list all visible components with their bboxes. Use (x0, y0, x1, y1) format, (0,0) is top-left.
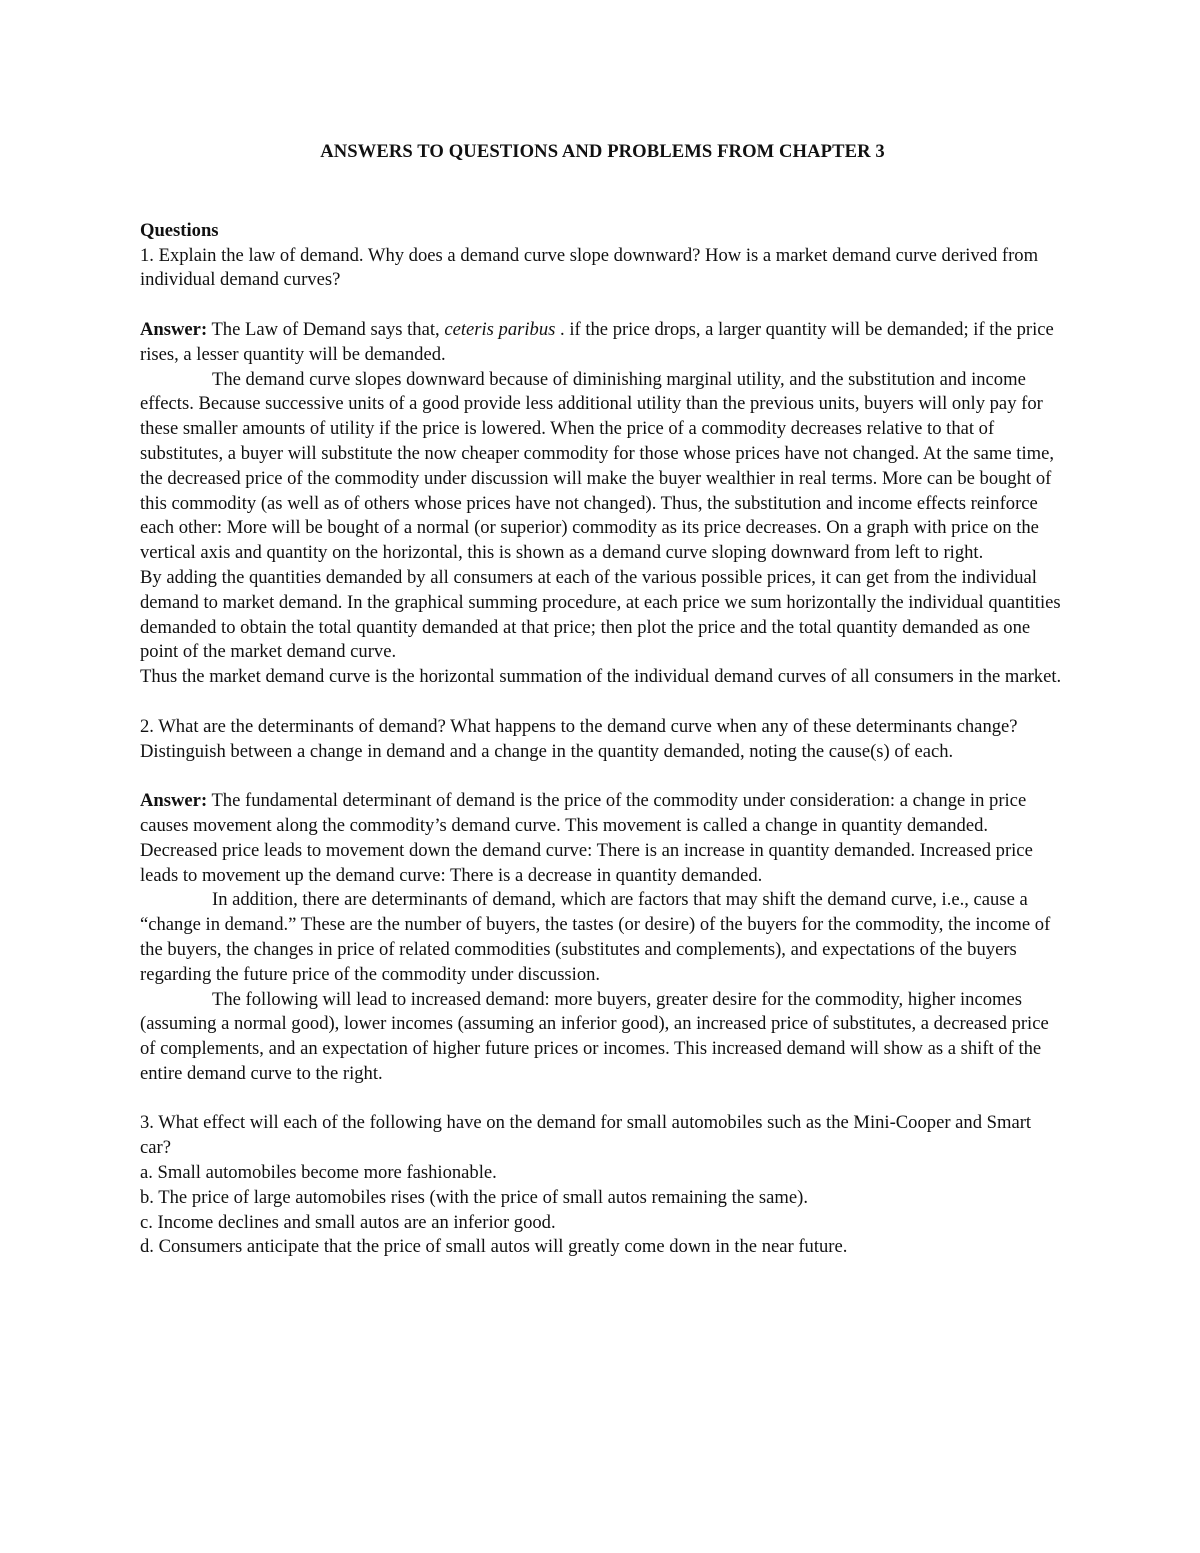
question-3-item-a: a. Small automobiles become more fashionable. (140, 1162, 497, 1184)
answer-text: The fundamental determinant of demand is the price of the commodity under consideration: a change in price causes movement along the commodity’s demand curve. This movement is called a change in quantity demanded. Decreased price leads to movement down the demand curve: There is an increase in quantity demanded. Increased price leads to movement up the demand curve: There is a decrease in quantity demanded. (140, 790, 1033, 886)
answer-label: Answer: (140, 318, 208, 340)
spacer (140, 690, 1065, 715)
question-1: 1. Explain the law of demand. Why does a demand curve slope downward? How is a market demand curve derived from individual demand curves? (140, 244, 1039, 291)
question-3-item-d: d. Consumers anticipate that the price of small autos will greatly come down in the near future. (140, 1236, 848, 1258)
answer-1-paragraph-4: Thus the market demand curve is the horizontal summation of the individual demand curves of all consumers in the market. (140, 666, 1062, 688)
page-title: ANSWERS TO QUESTIONS AND PROBLEMS FROM CHAPTER 3 (320, 141, 885, 162)
spacer (140, 1087, 1065, 1112)
question-2: 2. What are the determinants of demand? What happens to the demand curve when any of these determinants change? Distinguish between a change in demand and a change in the quantity demanded, noting the cause(s) of each. (140, 715, 1018, 762)
question-3: 3. What effect will each of the following have on the demand for small automobiles such as the Mini-Cooper and Smart car? (140, 1112, 1032, 1159)
answer-text: . if the price drops, a larger quantity will be demanded; if the price rises, a lesser quantity will be demanded. (140, 318, 1054, 365)
answer-text: The Law of Demand says that, (207, 318, 445, 340)
latin-term: ceteris paribus (444, 318, 556, 340)
question-3-item-c: c. Income declines and small autos are an inferior good. (140, 1211, 556, 1233)
answer-2-paragraph-2: In addition, there are determinants of demand, which are factors that may shift the demand curve, i.e., cause a “change in demand.” These are the number of buyers, the tastes (or desire) of the buyers for the commodity, the income of the buyers, the changes in price of related commodities (substitutes and complements), and expectations of the buyers regarding the future price of the commodity under discussion. (140, 889, 1051, 985)
answer-2-paragraph-3: The following will lead to increased demand: more buyers, greater desire for the commodity, higher incomes (assuming a normal good), lower incomes (assuming an inferior good), an increased price of substitutes, a decreased price of complements, and an expectation of higher future prices or incomes. This increased demand will show as a shift of the entire demand curve to the right. (140, 988, 1049, 1084)
document-body (140, 140, 1065, 1260)
answer-2-paragraph-1 (140, 789, 1065, 888)
question-3-item-b: b. The price of large automobiles rises (with the price of small autos remaining the same). (140, 1186, 808, 1208)
answer-label: Answer: (140, 790, 208, 812)
answer-1-paragraph-1 (140, 318, 1065, 368)
spacer (140, 293, 1065, 318)
section-heading: Questions (140, 219, 219, 241)
answer-1-paragraph-2: The demand curve slopes downward because of diminishing marginal utility, and the substitution and income effects. Because successive units of a good provide less additional utility than the previous units, buyers will only pay for these smaller amounts of utility if the price is lowered. When the price of a commodity decreases relative to that of substitutes, a buyer will substitute the now cheaper commodity for those whose prices have not changed. At the same time, the decreased price of the commodity under discussion will make the buyer wealthier in real terms. More can be bought of this commodity (as well as of others whose prices have not changed). Thus, the substitution and income effects reinforce each other: More will be bought of a normal (or superior) commodity as its price decreases. On a graph with price on the vertical axis and quantity on the horizontal, this is shown as a demand curve sloping downward from left to right. (140, 368, 1054, 564)
answer-1-paragraph-3: By adding the quantities demanded by all consumers at each of the various possible prices, it can get from the individual demand to market demand. In the graphical summing procedure, at each price we sum horizontally the individual quantities demanded to obtain the total quantity demanded at that price; then plot the price and the total quantity demanded as one point of the market demand curve. (140, 566, 1061, 663)
spacer (140, 764, 1065, 789)
